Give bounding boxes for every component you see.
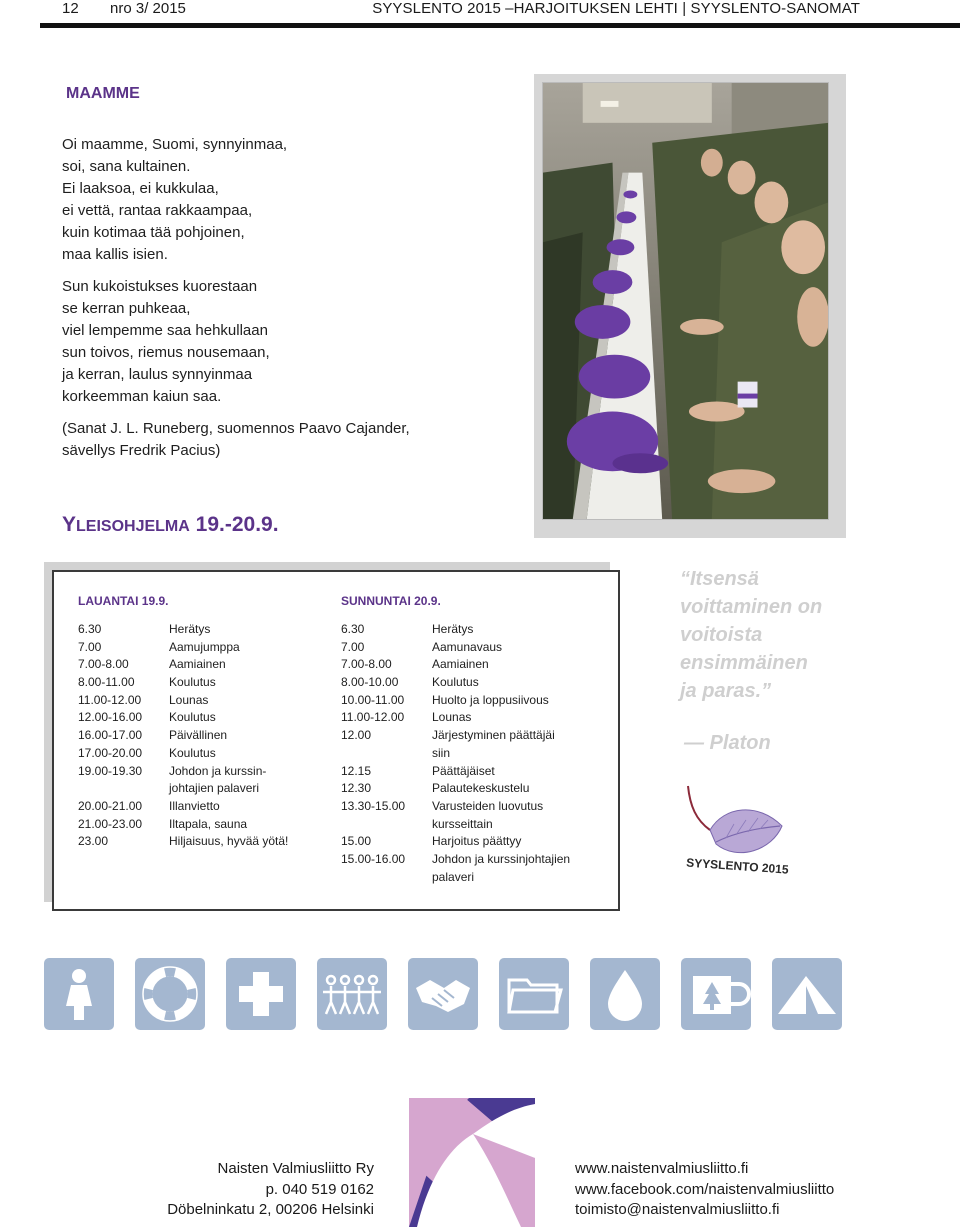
page-number: 12: [62, 0, 79, 17]
stanza-line: Ei laaksoa, ei kukkulaa,: [62, 180, 219, 197]
stanza-line: se kerran puhkeaa,: [62, 300, 191, 317]
row-activity: Herätys: [432, 622, 474, 636]
row-activity: Palautekeskustelu: [432, 781, 530, 796]
row-activity: Huolto ja loppusiivous: [432, 692, 549, 707]
row-activity: Päättäjäiset: [432, 763, 495, 778]
quote-line: ja paras.”: [680, 680, 772, 702]
woman-icon: [44, 958, 114, 1030]
water-drop-icon: [590, 958, 660, 1030]
row-time: 16.00-17.00: [78, 728, 143, 743]
row-time: 17.00-20.00: [78, 745, 143, 760]
photo-participants-with-caps: [542, 82, 829, 520]
anthem-title: MAAMME: [66, 85, 140, 102]
stanza-line: ei vettä, rantaa rakkaampaa,: [62, 202, 253, 219]
stanza-line: Oi maamme, Suomi, synnyinmaa,: [62, 136, 288, 153]
tile-water: [590, 958, 660, 1030]
org-address: Döbelninkatu 2, 00206 Helsinki: [167, 1201, 374, 1218]
footer-links: [575, 1159, 834, 1221]
row-activity: Lounas: [169, 692, 209, 707]
website-link[interactable]: www.naistenvalmiusliitto.fi: [575, 1160, 749, 1177]
stanza-line: sun toivos, riemus nousemaan,: [62, 344, 270, 361]
header-rule: [40, 23, 960, 28]
row-activity: Aamiainen: [169, 657, 226, 672]
tile-woman: [44, 958, 114, 1030]
row-activity: Aamunavaus: [432, 639, 503, 654]
tile-lifebuoy: [135, 958, 205, 1030]
credit-line: (Sanat J. L. Runeberg, suomennos Paavo Cajander,: [62, 420, 410, 437]
row-activity: palaveri: [432, 869, 475, 884]
nvl-logo-icon: [409, 1098, 535, 1227]
tile-handshake: [408, 958, 478, 1030]
row-activity: johtajien palaveri: [169, 781, 260, 796]
row-activity: siin: [432, 745, 451, 760]
programme-title-rest: LEISOHJELMA: [76, 518, 190, 535]
row-activity: Varusteiden luovutus: [432, 798, 544, 813]
row-activity: Harjoitus päättyy: [432, 834, 522, 849]
row-time: 8.00-11.00: [78, 675, 135, 690]
platon-quote: [680, 565, 822, 705]
row-time: 19.00-19.30: [78, 763, 143, 778]
mug-icon: [681, 958, 751, 1030]
logo-text: SYYSLENTO 2015: [685, 855, 789, 877]
stanza-line: kuin kotimaa tää pohjoinen,: [62, 224, 245, 241]
anthem-credit: [62, 418, 410, 462]
row-time: 6.30: [78, 622, 102, 636]
programme-title-dates: 19.-20.9.: [189, 513, 279, 536]
row-activity: kursseittain: [432, 816, 493, 831]
credit-line: sävellys Fredrik Pacius): [62, 442, 221, 459]
row-time: 20.00-21.00: [78, 798, 143, 813]
stanza-line: ja kerran, laulus synnyinmaa: [62, 366, 253, 383]
handshake-icon: [408, 958, 478, 1030]
row-time: 12.30: [341, 781, 372, 796]
row-activity: Illanvietto: [169, 798, 220, 813]
row-activity: Koulutus: [169, 710, 216, 725]
publication-title: SYYSLENTO 2015 –HARJOITUKSEN LEHTI | SYYSLENTO-SANOMAT: [372, 0, 860, 17]
sunday-title: SUNNUNTAI 20.9.: [341, 594, 441, 608]
issue-number: nro 3/ 2015: [110, 0, 186, 17]
row-time: 13.30-15.00: [341, 798, 406, 813]
footer-contact: [167, 1159, 374, 1221]
tile-tent: [772, 958, 842, 1030]
row-activity: Aamiainen: [432, 657, 489, 672]
row-time: 10.00-11.00: [341, 692, 405, 707]
row-activity: Päivällinen: [169, 728, 228, 743]
stanza-line: Sun kukoistukses kuorestaan: [62, 278, 258, 295]
tile-mug: [681, 958, 751, 1030]
naisten-valmiusliitto-logo: [409, 1098, 535, 1227]
row-time: 7.00-8.00: [78, 657, 129, 672]
schedule-box: [52, 570, 620, 911]
quote-line: voitoista: [680, 624, 763, 646]
row-activity: Johdon ja kurssin-: [169, 763, 267, 778]
page-header: [0, 0, 960, 28]
row-time: 21.00-23.00: [78, 816, 143, 831]
row-activity: Lounas: [432, 710, 472, 725]
email-link[interactable]: toimisto@naistenvalmiusliitto.fi: [575, 1201, 780, 1218]
row-activity: Järjestyminen päättäjäi: [432, 728, 555, 743]
row-time: 7.00-8.00: [341, 657, 392, 672]
org-name: Naisten Valmiusliitto Ry: [217, 1160, 374, 1177]
icon-strip: [44, 958, 920, 1030]
programme-title: [62, 513, 279, 537]
medical-cross-icon: [226, 958, 296, 1030]
facebook-link[interactable]: www.facebook.com/naistenvalmiusliitto: [575, 1180, 835, 1198]
row-activity: Herätys: [169, 622, 211, 636]
stanza-line: maa kallis isien.: [62, 246, 168, 263]
row-time: 15.00-16.00: [341, 851, 406, 866]
row-time: 7.00: [78, 639, 102, 654]
stanza-line: soi, sana kultainen.: [62, 158, 191, 175]
row-activity: Koulutus: [169, 745, 216, 760]
row-time: 6.30: [341, 622, 365, 636]
programme-title-initial: Y: [62, 513, 77, 536]
row-activity: Koulutus: [169, 675, 216, 690]
row-activity: Hiljaisuus, hyvää yötä!: [169, 834, 289, 849]
saturday-title: LAUANTAI 19.9.: [78, 594, 169, 608]
people-chain-icon: [317, 958, 387, 1030]
row-activity: Aamujumppa: [169, 639, 240, 654]
row-time: 12.00: [341, 728, 372, 743]
stanza-line: korkeemman kaiun saa.: [62, 388, 222, 405]
row-time: 7.00: [341, 639, 365, 654]
tent-icon: [772, 958, 842, 1030]
row-time: 12.15: [341, 763, 372, 778]
feather-icon: [676, 778, 806, 882]
row-time: 11.00-12.00: [341, 710, 405, 725]
row-activity: Johdon ja kurssinjohtajien: [432, 851, 571, 866]
quote-line: ensimmäinen: [680, 652, 808, 674]
row-time: 8.00-10.00: [341, 675, 399, 690]
row-time: 11.00-12.00: [78, 692, 142, 707]
quote-line: voittaminen on: [680, 596, 823, 618]
quote-line: “Itsensä: [680, 568, 759, 590]
tile-folder: [499, 958, 569, 1030]
row-time: 23.00: [78, 834, 109, 849]
tile-people: [317, 958, 387, 1030]
folder-icon: [499, 958, 569, 1030]
row-time: 15.00: [341, 834, 372, 849]
syyslento-logo: [676, 778, 806, 882]
row-activity: Iltapala, sauna: [169, 816, 248, 831]
stanza-line: viel lempemme saa hehkullaan: [62, 322, 268, 339]
anthem-stanza-1: [62, 134, 287, 266]
lifebuoy-icon: [135, 958, 205, 1030]
org-phone: p. 040 519 0162: [265, 1180, 374, 1198]
row-time: 12.00-16.00: [78, 710, 143, 725]
quote-author: — Platon: [684, 732, 771, 754]
anthem-stanza-2: [62, 276, 270, 408]
tile-medical: [226, 958, 296, 1030]
photo-illustration: [543, 83, 828, 519]
row-activity: Koulutus: [432, 675, 479, 690]
